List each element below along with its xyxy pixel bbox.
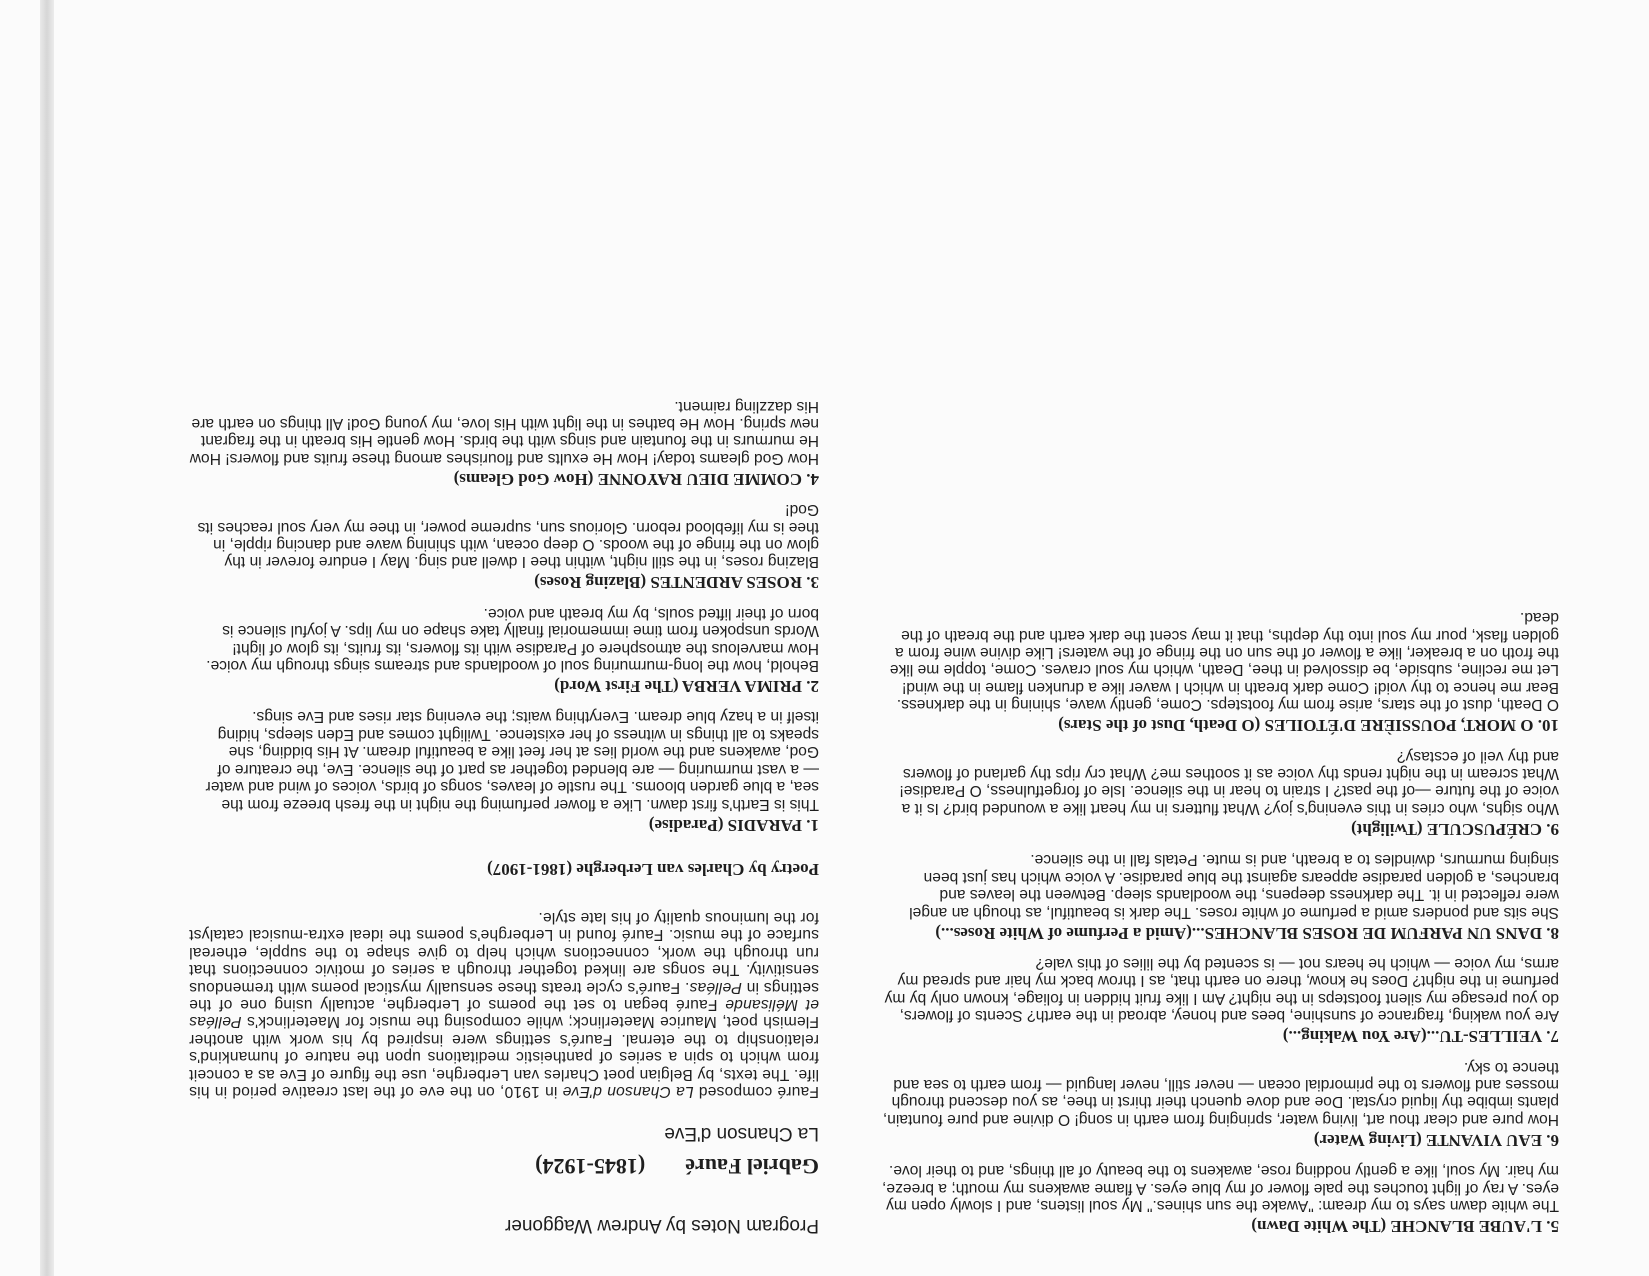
intro-text-2: in 1910, on the eve of the last creative period in his life. The texts, by Belgian poet Charles van Lerberghe, use the figure of Eve as a conceit from which to spin a series of pantheistic meditations upon the nature of humankind's relationship to the eternal. Fauré's settings were inspired by his work with another Flemish poet, Maurice Maeterlinck; while composing the music for Maeterlinck's <box>189 1013 819 1100</box>
intro-text-3: Fauré began to set the poems of Lerberghe, actually using one of the settings in <box>189 978 819 1013</box>
song-item <box>189 501 819 593</box>
song-text: Blazing roses, in the still night, within thee I dwell and sing. May I endure forever in thy glow on the fringe of the woods. O deep ocean, with shining wave and dancing ripple, in thee is my lifeblood reborn. Glorious sun, supreme power, in thee my very soul reaches its God! <box>197 501 819 571</box>
work-title: La Chanson d'Eve <box>664 1123 819 1144</box>
composer-line <box>189 1154 819 1178</box>
song-title: 6. EAU VIVANTE (Living Water) <box>1313 1130 1559 1150</box>
intro-text-4: . Fauré's cycle treats these sensually mystical poems with tremendous sensitivity. The songs are linked together through a series of motivic connections that run through the work, connections which help to give shape to the supple, ethereal surface of the music. Fauré found in Lerberghe's poems the ideal extra-musical catalyst for the luminous quality of his late style. <box>189 908 819 996</box>
song-title: 10. O MORT, POUSSIÈRE D'ÉTOILES (O Death, Dust of the Stars) <box>1058 716 1559 736</box>
page-header: Program Notes by Andrew Waggoner <box>504 1215 819 1236</box>
song-title: 2. PRIMA VERBA (The First Word) <box>554 677 819 697</box>
composer-name: Gabriel Fauré <box>685 1154 819 1179</box>
intro-paragraph <box>189 909 819 1100</box>
song-item <box>879 1162 1559 1236</box>
song-text: This is Earth's first dawn. Like a flower perfuming the night in the fresh breeze from the sea, a blue garden blooms. The rustle of leaves, songs of birds, voices of wind and water — a vast murmuring — are blended together as part of the silence. Eve, the creature of God, awakens and the world lies at her feet like a beautiful dream. At His bidding, she speaks to all things in witness of her existence. Twilight comes and Eden sleeps, hiding itself in a hazy blue dream. Everything waits; the evening star rises and Eve sings. <box>205 708 819 813</box>
right-column <box>879 597 1559 1236</box>
song-item <box>879 747 1559 839</box>
song-text: O Death, dust of the stars, arise from my footsteps. Come, gently wave, shining in the darkness. Bear me hence to thy void! Come dark breath in which I waver like a drunken flame in the wind! Let me recline, subside, be dissolved in thee, Death, which my soul craves. Come, topple me like the froth on a breaker, like a flower of the sun on the fringe of the waters! Like divine wine from a golden flask, pour my soul into thy depths, that it may scent the dark earth and the breath of the dead. <box>889 609 1559 714</box>
song-text: How God gleams today! How He exults and flourishes among these fruits and flowers! How He murmurs in the fountain and sings with the birds. How gentle His breath in the fragrant new spring. How He bathes in the light with His love, my young God! All things on earth are His dazzling raiment. <box>189 397 819 467</box>
poetry-heading: Poetry by Charles van Lerberghe (1861-1907) <box>487 859 819 879</box>
intro-pelleas-title: Pelléas et Mélisande <box>189 995 819 1031</box>
song-title: 4. COMME DIEU RAYONNE (How God Gleams) <box>453 469 819 489</box>
song-text: The white dawn says to my dream: "Awake the sun shines." My soul listens, and I slowly open my eyes. A ray of light touches the pale flower of my blue eyes. A flame awakens my mouth; a breeze, my hair. My soul, like a gently nodding rose, awakens to the beauty of all things, and to their love. <box>882 1162 1559 1214</box>
song-text: She sits and ponders amid a perfume of white roses. The dark is beautiful, as though an angel were reflected in it. The darkness deepens, the woodlands sleep. Between the leaves and branches, a golden paradise appears against the blue paradise. A voice which has just been singing murmurs, dwindles to a breath, and is mute. Petals fall in the silence. <box>909 851 1559 921</box>
intro-work-title: La Chanson d'Eve <box>562 1083 694 1100</box>
song-text: Behold, how the long-murmuring soul of woodlands and streams sings through my voice. How marvelous the atmosphere of Paradise with its flowers, its fruits, its glow of light! Words unspoken from time immemorial finally take shape on my lips. A joyful silence is born of their lifted souls, by my breath and voice. <box>206 604 819 675</box>
song-item <box>879 1058 1559 1150</box>
left-column <box>189 385 819 1236</box>
song-text: How pure and clear thou art, living water, springing from earth in song! O divine and pure fountain, plants imbibe thy liquid crystal. Doe and dove quench their thirst in thee, as you descend through mosses and flowers to the primordial ocean — never still, never languid — from earth to sea and thence to sky. <box>882 1058 1559 1128</box>
song-title: 8. DANS UN PARFUM DE ROSES BLANCHES...(Amid a Perfume of White Roses...) <box>935 923 1559 943</box>
song-item <box>189 604 819 696</box>
intro-pelleas-short: Pelléas <box>689 978 742 996</box>
song-title: 5. L'AUBE BLANCHE (The White Dawn) <box>1251 1217 1559 1236</box>
song-title: 3. ROSES ARDENTES (Blazing Roses) <box>534 573 819 593</box>
song-item <box>189 708 819 834</box>
song-item <box>189 397 819 489</box>
composer-dates: (1845-1924) <box>535 1154 646 1179</box>
song-item <box>879 955 1559 1047</box>
song-text: Who sighs, who cries in this evening's joy? What flutters in my heart like a wounded bird? Is it a voice of the future —of the past? I strain to hear in the silence. Isle of forgetfulness, O Paradise! What scream in the night rends thy voice as it soothes me? What cry rips thy garland of flowers and thy veil of ecstasy? <box>899 747 1559 817</box>
song-title: 9. CRÉPUSCULE (Twilight) <box>1351 819 1559 839</box>
song-item <box>879 609 1559 735</box>
song-item <box>879 851 1559 943</box>
song-title: 7. VEILLES-TU...(Are You Waking...) <box>1282 1027 1559 1047</box>
song-title: 1. PARADIS (Paradise) <box>648 815 819 835</box>
song-text: Are you waking, fragrance of sunshine, bees and honey, abroad in the earth? Scents of flowers, do you presage my silent footsteps in the night? Am I like fruit hidden in foliage, known only by my perfume in the night? Does he know, there on earth that, as I throw back my hair and spread my arms, my voice — which he hears not — is scented by the lilies of this vale? <box>884 954 1559 1025</box>
intro-text-1: Fauré composed <box>693 1083 819 1100</box>
